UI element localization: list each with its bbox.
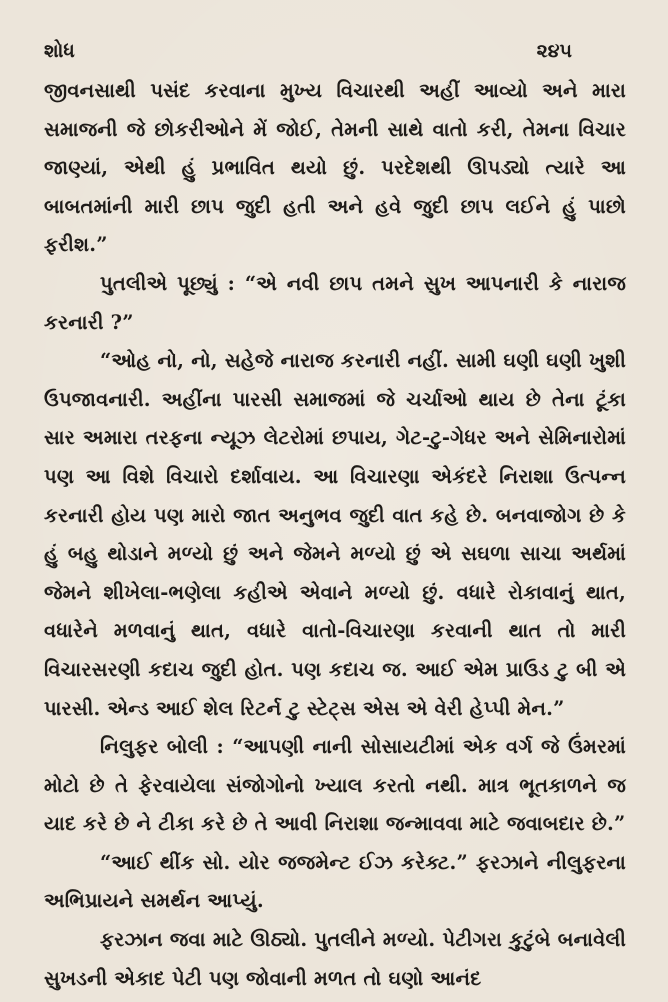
paragraph: પુતલીએ પૂછ્યું : “એ નવી છાપ તમને સુખ આપનારી કે નારાજ કરનારી ?”	[44, 271, 626, 334]
running-header	[44, 40, 626, 62]
paragraph: જીવનસાથી પસંદ કરવાના મુખ્ય વિચારથી અહીં આવ્યો અને મારા સમાજની જે છોકરીઓને મેં જોઈ, તેમની સાથે વાતો કરી, તેમના વિચાર જાણ્યાં, એથી હું પ્રભાવિત થયો છું. પરદેશથી ઊપડ્યો ત્યારે આ બાબતમાંની મારી છાપ જુદી હતી અને હવે જુદી છાપ લઈને હું પાછો ફરીશ.”	[44, 79, 626, 257]
page-body	[44, 72, 626, 998]
running-title: શોધ	[44, 40, 75, 62]
paragraph: “આઈ થીંક સો. યોર જજમેન્ટ ઈઝ કરેક્ટ.” ફરઝાને નીલુફરના અભિપ્રાયને સમર્થન આપ્યું.	[44, 850, 626, 913]
paragraph: “ઓહ નો, નો, સહેજે નારાજ કરનારી નહીં. સામી ઘણી ઘણી ખુશી ઉપજાવનારી. અહીંના પારસી સમાજમાં જે ચર્ચાઓ થાય છે તેના ટૂંકા સાર અમારા તરફના ન્યૂઝ લેટરોમાં છપાય, ગેટ-ટુ-ગેધર અને સેમિનારોમાં પણ આ વિશે વિચારો દર્શાવાય. આ વિચારણા એકંદરે નિરાશા ઉત્પન્ન કરનારી હોય પણ મારો જાત અનુભવ જુદી વાત કહે છે. બનવાજોગ છે કે હું બહુ થોડાને મળ્યો છું અને જેમને મળ્યો છું એ સઘળા સાચા અર્થમાં જેમને શીખેલા-ભણેલા કહીએ એવાને મળ્યો છું. વધારે રોકાવાનું થાત, વધારેને મળવાનું થાત, વધારે વાતો-વિચારણા કરવાની થાત તો મારી વિચારસરણી કદાચ જુદી હોત. પણ કદાચ જ. આઈ એમ પ્રાઉડ ટુ બી એ પારસી. એન્ડ આઈ શેલ રિટર્ન ટુ સ્ટેટ્સ એસ એ વેરી હેપ્પી મેન.”	[44, 349, 626, 720]
page-number: ૨૪૫	[536, 40, 572, 62]
paragraph: ફરઝાન જવા માટે ઊઠ્યો. પુતલીને મળ્યો. પેટીગરા કુટુંબે બનાવેલી સુખડની એકાદ પેટી પણ જોવાની મળત તો ઘણો આનંદ	[44, 928, 626, 990]
paragraph: નિલુફર બોલી : “આપણી નાની સોસાયટીમાં એક વર્ગ જે ઉંમરમાં મોટો છે તે ફેરવાયેલા સંજોગોનો ખ્યાલ કરતો નથી. માત્ર ભૂતકાળને જ યાદ કરે છે ને ટીકા કરે છે તે આવી નિરાશા જન્માવવા માટે જવાબદાર છે.”	[44, 735, 626, 836]
